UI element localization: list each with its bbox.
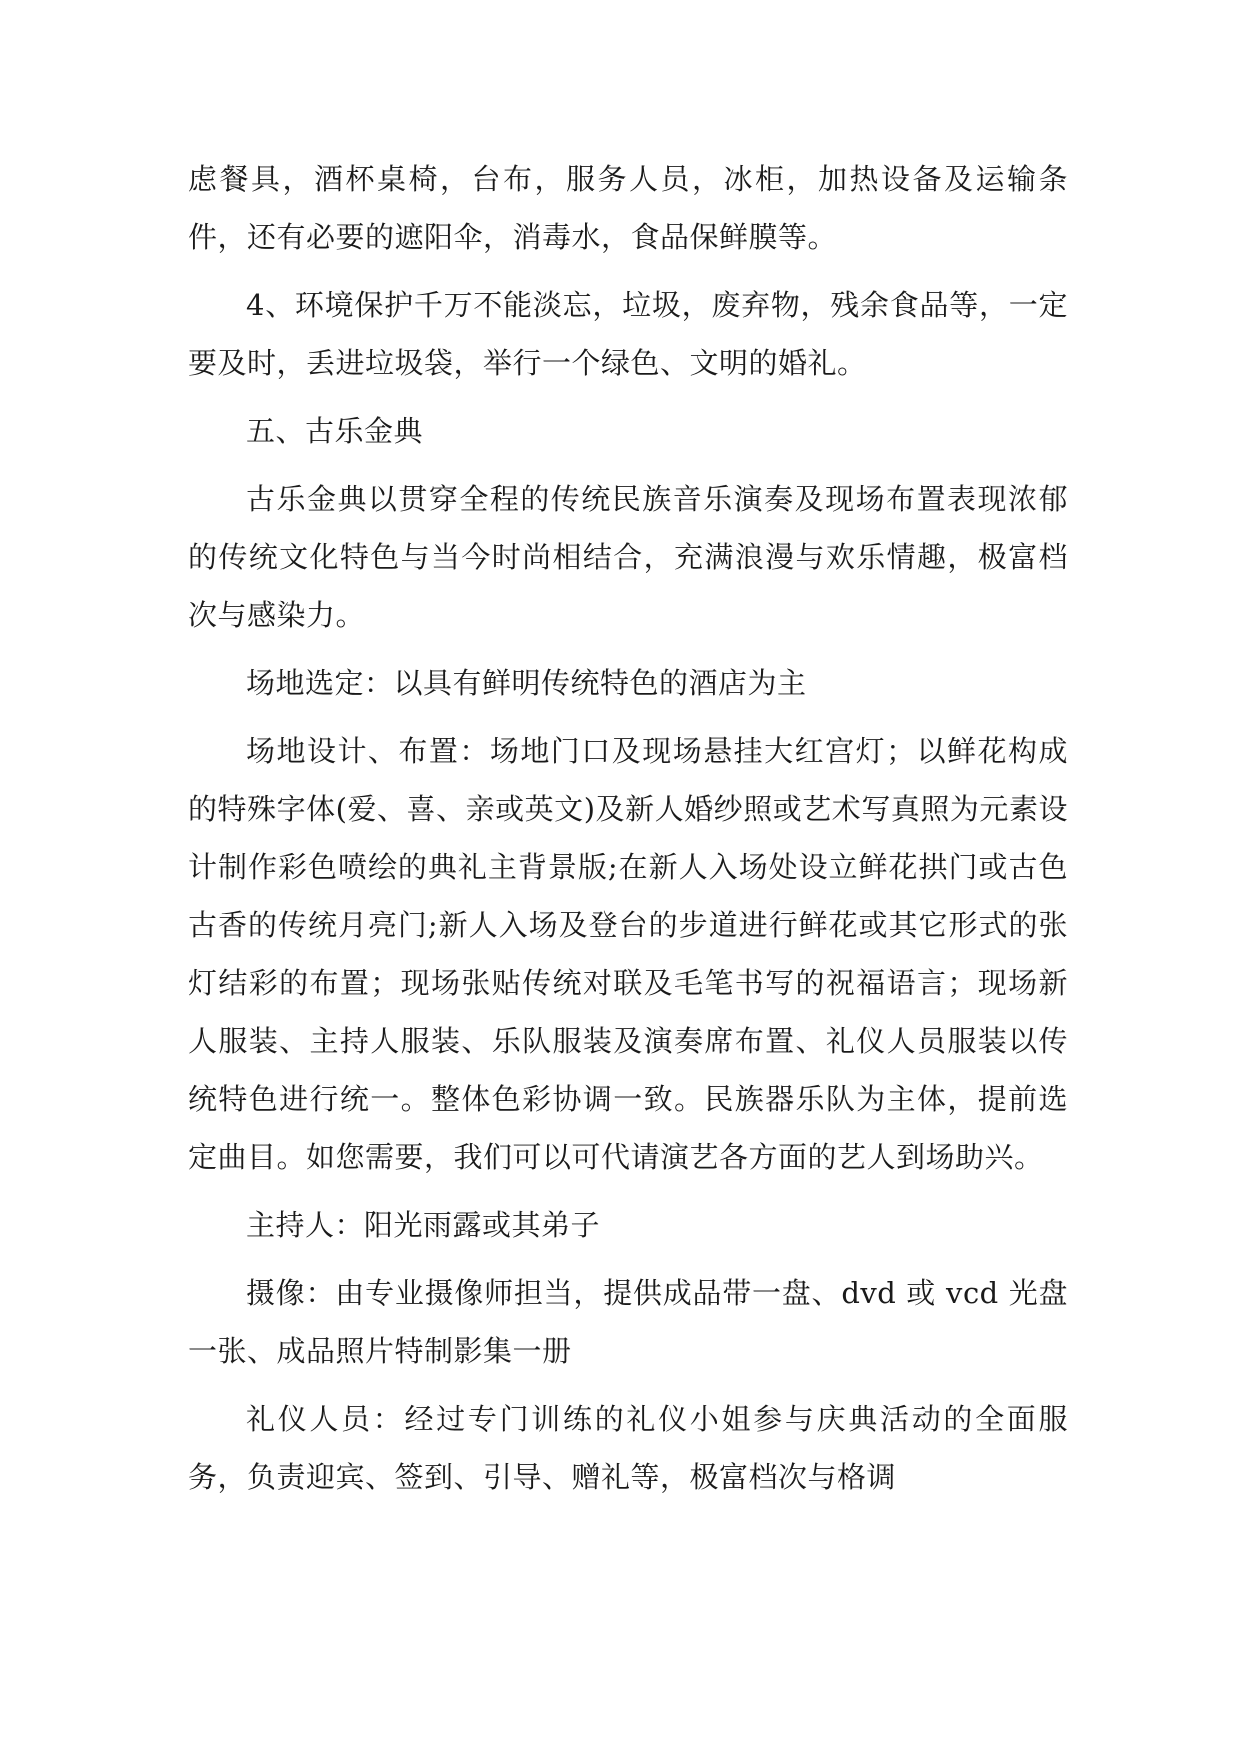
- paragraph-gule-intro: 古乐金典以贯穿全程的传统民族音乐演奏及现场布置表现浓郁的传统文化特色与当今时尚相结合，充满浪漫与欢乐情趣，极富档次与感染力。: [188, 482, 1068, 632]
- paragraph-etiquette-staff: 礼仪人员：经过专门训练的礼仪小姐参与庆典活动的全面服务，负责迎宾、签到、引导、赠礼等，极富档次与格调: [188, 1402, 1068, 1494]
- paragraph-venue-selection: 场地选定：以具有鲜明传统特色的酒店为主: [246, 666, 807, 700]
- paragraph-video: 摄像：由专业摄像师担当，提供成品带一盘、dvd 或 vcd 光盘一张、成品照片特制影集一册: [188, 1276, 1068, 1368]
- section-heading-gule-jindian: 五、古乐金典: [246, 414, 424, 448]
- paragraph-environment: 4、环境保护千万不能淡忘，垃圾，废弃物，残余食品等，一定要及时，丢进垃圾袋，举行一个绿色、文明的婚礼。: [188, 288, 1068, 380]
- paragraph-venue-design: 场地设计、布置：场地门口及现场悬挂大红宫灯；以鲜花构成的特殊字体(爱、喜、亲或英文)及新人婚纱照或艺术写真照为元素设计制作彩色喷绘的典礼主背景版;在新人入场处设立鲜花拱门或古色古香的传统月亮门;新人入场及登台的步道进行鲜花或其它形式的张灯结彩的布置；现场张贴传统对联及毛笔书写的祝福语言；现场新人服装、主持人服装、乐队服装及演奏席布置、礼仪人员服装以传统特色进行统一。整体色彩协调一致。民族器乐队为主体，提前选定曲目。如您需要，我们可以可代请演艺各方面的艺人到场助兴。: [188, 734, 1068, 1174]
- document-body: [188, 150, 1068, 1516]
- paragraph-equipment: 虑餐具，酒杯桌椅，台布，服务人员，冰柜，加热设备及运输条件，还有必要的遮阳伞，消毒水，食品保鲜膜等。: [188, 162, 1068, 254]
- paragraph-host: 主持人：阳光雨露或其弟子: [246, 1208, 601, 1242]
